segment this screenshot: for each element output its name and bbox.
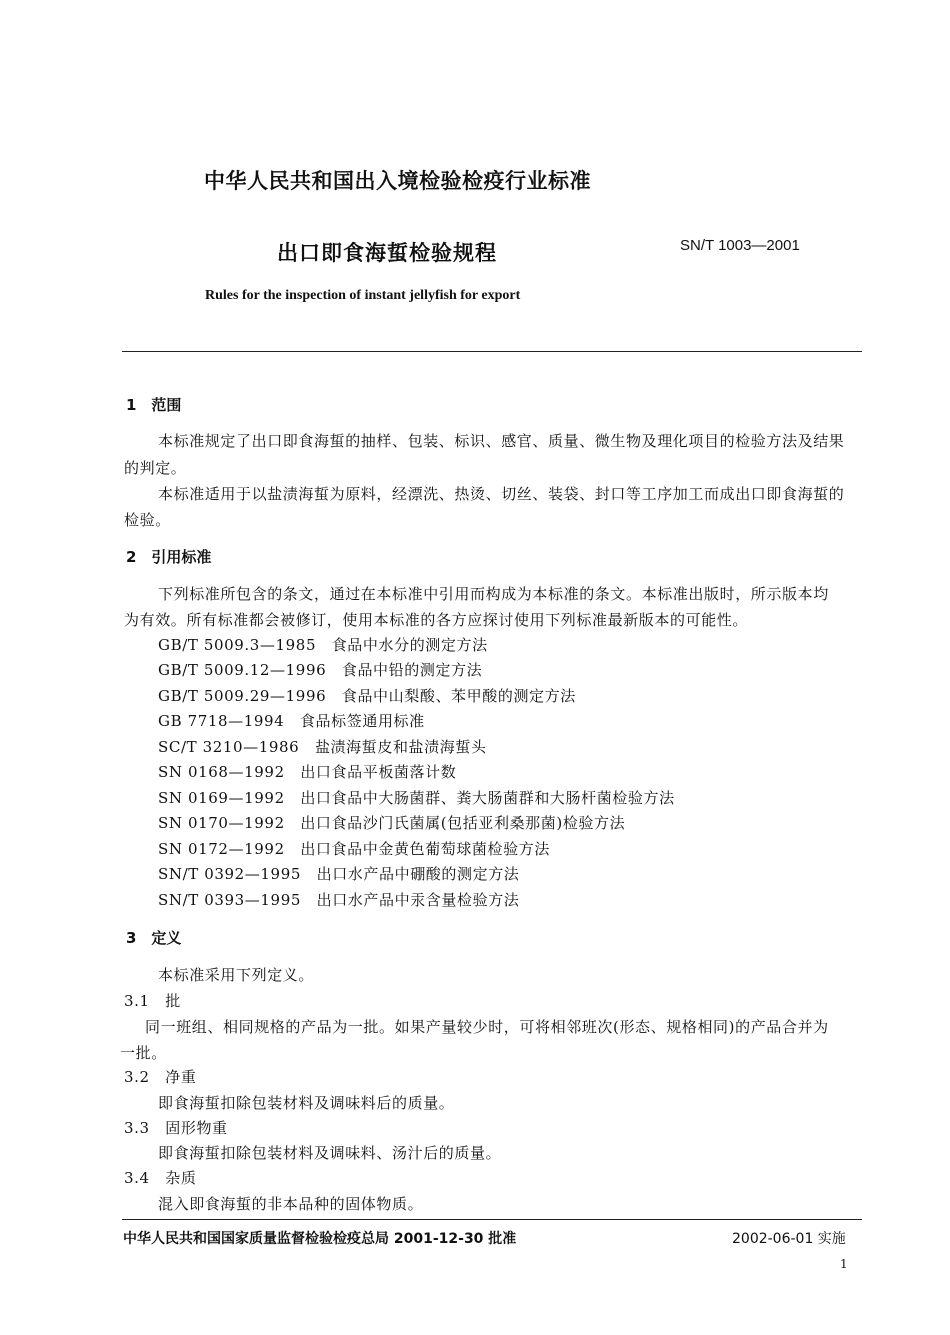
reference-item: [158, 710, 425, 731]
reference-code: GB/T 5009.12—1996: [158, 661, 327, 679]
effective-date: 2002-06-01 实施: [732, 1231, 846, 1247]
definition-3-2-text: 即食海蜇扣除包装材料及调味料后的质量。: [158, 1094, 455, 1112]
definition-3-4-title: 3.4 杂质: [124, 1169, 197, 1187]
reference-item: [158, 889, 519, 910]
reference-title: 出口食品平板菌落计数: [300, 763, 457, 781]
definition-3-1-text-cont: 一批。: [120, 1044, 167, 1062]
reference-code: GB/T 5009.29—1996: [158, 687, 327, 705]
reference-code: SN 0168—1992: [158, 763, 285, 781]
reference-item: [158, 659, 482, 680]
section-1-para-1-cont: 的判定。: [124, 459, 187, 477]
section-2-para: 下列标准所包含的条文，通过在本标准中引用而构成为本标准的条文。本标准出版时，所示版本均: [158, 585, 829, 603]
reference-item: [158, 761, 456, 782]
title-cn: 出口即食海蜇检验规程: [277, 241, 497, 265]
footer-divider: [122, 1219, 862, 1220]
definition-3-3-text: 即食海蜇扣除包装材料及调味料、汤汁后的质量。: [158, 1144, 502, 1162]
section-2-para-cont: 为有效。所有标准都会被修订，使用本标准的各方应探讨使用下列标准最新版本的可能性。: [124, 611, 749, 629]
section-1-para-2: 本标准适用于以盐渍海蜇为原料，经漂洗、热烫、切丝、装袋、封口等工序加工而成出口即食海蜇的: [158, 485, 845, 503]
reference-item: [158, 812, 625, 833]
reference-item: [158, 736, 487, 757]
reference-code: SC/T 3210—1986: [158, 738, 300, 756]
reference-code: GB 7718—1994: [158, 712, 285, 730]
section-1-heading: 1 范围: [126, 396, 182, 414]
reference-item: [158, 787, 675, 808]
section-2-heading: 2 引用标准: [126, 548, 212, 566]
page-number: 1: [840, 1257, 848, 1271]
definition-3-1-title: 3.1 批: [124, 992, 181, 1010]
reference-item: [158, 838, 550, 859]
reference-title: 食品中山梨酸、苯甲酸的测定方法: [341, 687, 576, 705]
title-en: Rules for the inspection of instant jellyfish for export: [205, 288, 521, 303]
section-1-para-1: 本标准规定了出口即食海蜇的抽样、包装、标识、感官、质量、微生物及理化项目的检验方法及结果: [158, 432, 845, 450]
reference-title: 出口食品中大肠菌群、粪大肠菌群和大肠杆菌检验方法: [300, 789, 675, 807]
reference-code: SN/T 0392—1995: [158, 865, 301, 883]
reference-item: [158, 634, 488, 655]
reference-title: 出口食品沙门氏菌属(包括亚利桑那菌)检验方法: [300, 814, 626, 832]
header-divider: [122, 351, 862, 352]
reference-title: 出口水产品中硼酸的测定方法: [316, 865, 520, 883]
reference-title: 食品中水分的测定方法: [331, 636, 488, 654]
definition-3-3-title: 3.3 固形物重: [124, 1119, 228, 1137]
reference-code: GB/T 5009.3—1985: [158, 636, 317, 654]
issuing-org: 中华人民共和国出入境检验检疫行业标准: [204, 169, 591, 193]
definition-3-2-title: 3.2 净重: [124, 1068, 197, 1086]
reference-item: [158, 685, 576, 706]
reference-title: 食品标签通用标准: [299, 712, 425, 730]
definition-3-1-text: 同一班组、相同规格的产品为一批。如果产量较少时，可将相邻班次(形态、规格相同)的产品合并为: [145, 1018, 829, 1036]
reference-title: 盐渍海蜇皮和盐渍海蜇头: [314, 738, 487, 756]
definition-3-4-text: 混入即食海蜇的非本品种的固体物质。: [158, 1195, 424, 1213]
section-3-intro: 本标准采用下列定义。: [158, 966, 315, 984]
reference-code: SN 0172—1992: [158, 840, 285, 858]
section-1-para-2-cont: 检验。: [124, 511, 171, 529]
reference-code: SN 0170—1992: [158, 814, 285, 832]
standard-code: SN/T 1003—2001: [680, 237, 800, 254]
reference-code: SN/T 0393—1995: [158, 891, 301, 909]
reference-item: [158, 863, 519, 884]
reference-title: 食品中铅的测定方法: [341, 661, 483, 679]
issuer-approval: 中华人民共和国国家质量监督检验检疫总局 2001-12-30 批准: [123, 1231, 517, 1247]
reference-title: 出口食品中金黄色葡萄球菌检验方法: [300, 840, 550, 858]
section-3-heading: 3 定义: [126, 929, 182, 947]
reference-title: 出口水产品中汞含量检验方法: [316, 891, 520, 909]
reference-code: SN 0169—1992: [158, 789, 285, 807]
